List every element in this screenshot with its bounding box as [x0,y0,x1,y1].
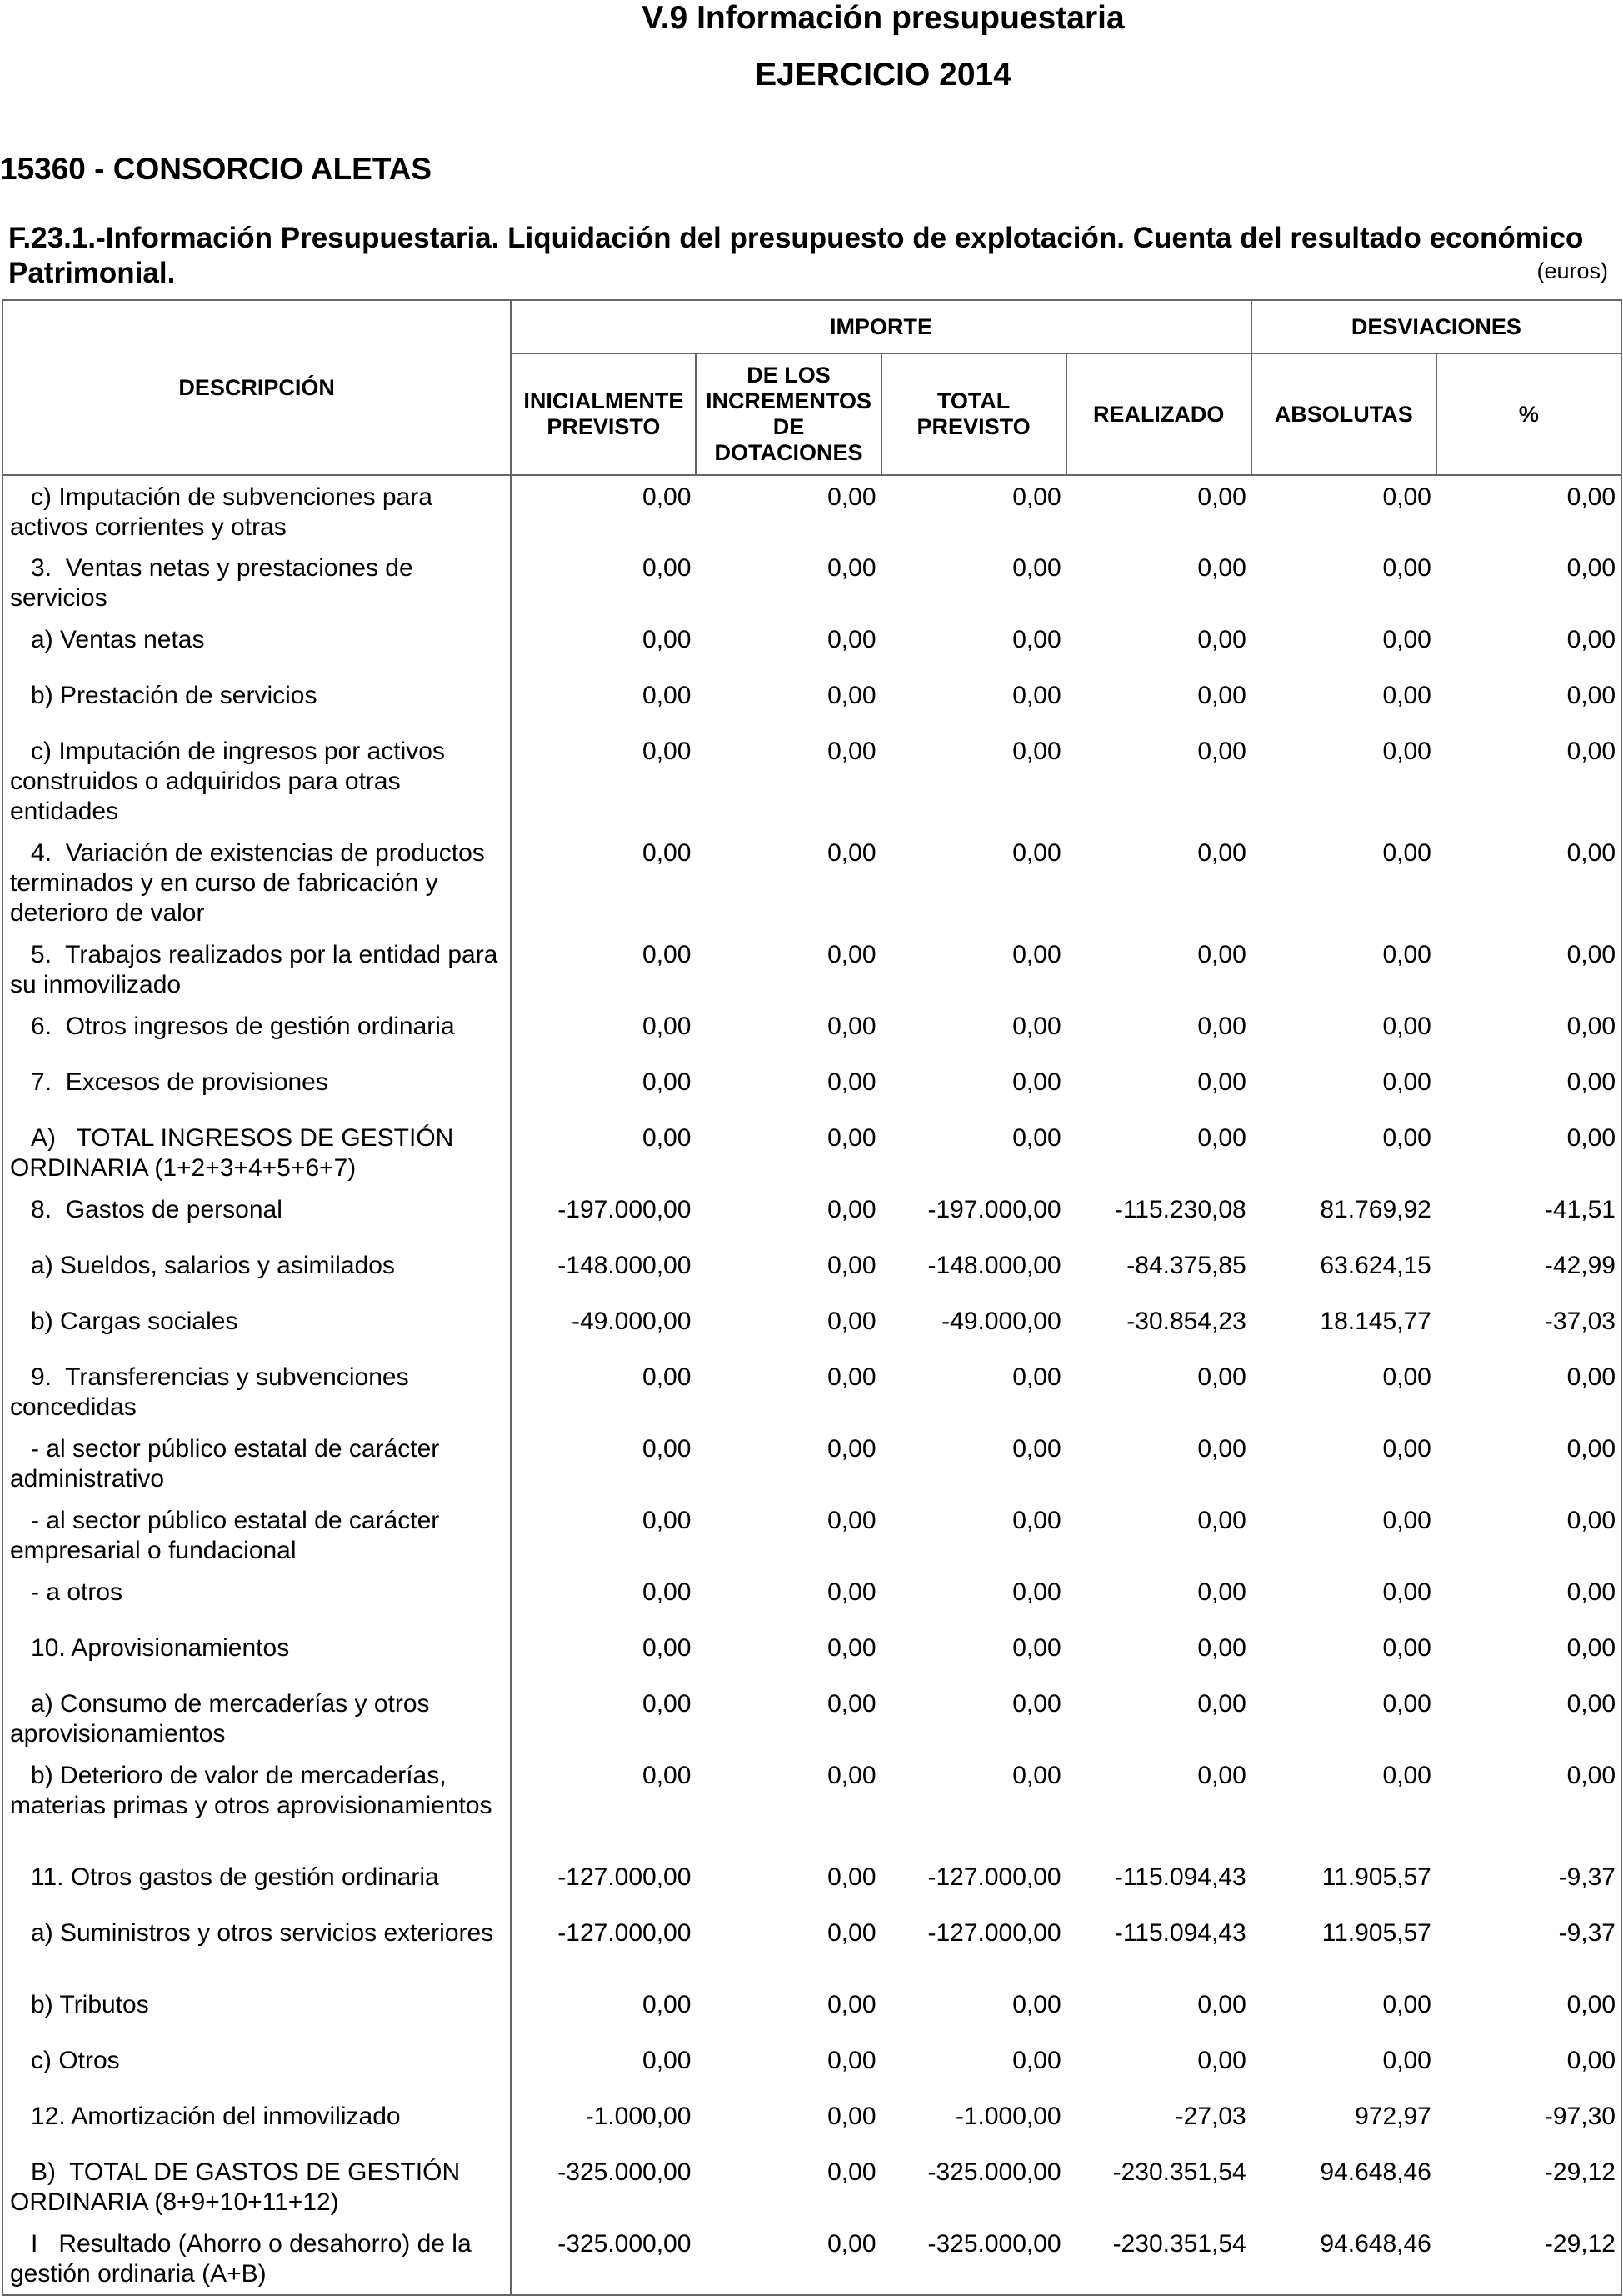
cell-porcentaje: 0,00 [1436,1061,1621,1117]
table-row [2,2095,1621,2151]
cell-inicialmente-previsto: 0,00 [642,1578,692,1606]
section-title: F.23.1.-Información Presupuestaria. Liquidación del presupuesto de explotación. Cuenta del resultado económico Patrimonial. [8,222,1584,289]
cell-absolutas: 0,00 [1382,1435,1431,1463]
table-row [2,475,1621,547]
header-realizado: REALIZADO [1066,353,1251,475]
cell-incrementos: 0,00 [827,1013,876,1040]
table-row [2,1117,1621,1188]
table-row [2,832,1621,933]
cell-incrementos: 0,00 [827,1690,876,1718]
row-description: c) Otros [2,2039,511,2095]
cell-porcentaje: 0,00 [1436,2039,1621,2095]
cell-total-previsto: 0,00 [1012,483,1061,511]
cell-realizado: 0,00 [1197,1124,1246,1152]
row-description: a) Consumo de mercaderías y otros aprovisionamientos [2,1683,511,1754]
cell-porcentaje: -29,12 [1436,2223,1621,2295]
cell-realizado: 0,00 [1197,1762,1246,1789]
cell-incrementos: 0,00 [827,1578,876,1606]
cell-total-previsto: -49.000,00 [941,1308,1061,1335]
cell-absolutas: 0,00 [1382,1363,1431,1391]
header-desviaciones: DESVIACIONES [1251,300,1621,353]
row-description: b) Deterioro de valor de mercaderías, materias primas y otros aprovisionamientos [2,1754,511,1856]
cell-absolutas: 94.648,46 [1320,2158,1431,2186]
cell-porcentaje: 0,00 [1436,832,1621,933]
cell-total-previsto: -127.000,00 [927,1863,1061,1891]
cell-total-previsto: -325.000,00 [927,2158,1061,2186]
units-label: (euros) [1536,258,1608,283]
cell-total-previsto: 0,00 [1012,1690,1061,1718]
cell-porcentaje: -42,99 [1436,1244,1621,1300]
cell-inicialmente-previsto: 0,00 [642,1507,692,1534]
cell-absolutas: 0,00 [1382,738,1431,765]
cell-realizado: -115.094,43 [1114,1919,1246,1947]
cell-absolutas: 63.624,15 [1320,1252,1431,1279]
cell-porcentaje: 0,00 [1436,1428,1621,1499]
cell-incrementos: 0,00 [827,1634,876,1662]
row-description: 8. Gastos de personal [2,1188,511,1244]
table-row [2,730,1621,832]
cell-total-previsto: -325.000,00 [881,2223,1066,2295]
cell-incrementos: 0,00 [827,1363,876,1391]
cell-realizado: 0,00 [1197,554,1246,582]
cell-absolutas: 0,00 [1382,1762,1431,1789]
cell-total-previsto: 0,00 [1012,1435,1061,1463]
cell-total-previsto: -148.000,00 [927,1252,1061,1279]
cell-realizado: 0,00 [1197,2047,1246,2074]
cell-inicialmente-previsto: 0,00 [642,554,692,582]
cell-realizado: -115.094,43 [1114,1863,1246,1891]
row-description: b) Tributos [2,1983,511,2039]
table-row [2,1983,1621,2039]
cell-realizado: -230.351,54 [1066,2223,1251,2295]
cell-absolutas: 18.145,77 [1320,1308,1431,1335]
table-row [2,933,1621,1005]
cell-absolutas: 0,00 [1382,839,1431,867]
cell-inicialmente-previsto: 0,00 [642,1068,692,1096]
cell-incrementos: 0,00 [827,1196,876,1223]
cell-total-previsto: 0,00 [1012,1507,1061,1534]
cell-porcentaje: 0,00 [1436,1499,1621,1571]
table-row [2,1428,1621,1499]
cell-incrementos: 0,00 [827,738,876,765]
cell-total-previsto: 0,00 [1012,1634,1061,1662]
cell-total-previsto: -197.000,00 [927,1196,1061,1223]
cell-incrementos: 0,00 [827,1762,876,1789]
cell-porcentaje: 0,00 [1436,475,1621,547]
cell-absolutas: 972,97 [1355,2103,1431,2130]
table-row [2,1356,1621,1428]
cell-incrementos: 0,00 [827,483,876,511]
cell-absolutas: 0,00 [1382,2047,1431,2074]
cell-porcentaje: 0,00 [1436,1683,1621,1754]
cell-incrementos: 0,00 [827,1991,876,2018]
cell-absolutas: 0,00 [1382,682,1431,709]
cell-porcentaje: 0,00 [1436,730,1621,832]
row-description: b) Prestación de servicios [2,674,511,730]
cell-inicialmente-previsto: 0,00 [642,626,692,653]
cell-inicialmente-previsto: 0,00 [642,1013,692,1040]
cell-realizado: 0,00 [1197,483,1246,511]
table-row [2,1244,1621,1300]
page-title: V.9 Información presupuestaria [642,0,1125,36]
cell-total-previsto: 0,00 [1012,682,1061,709]
table-row [2,1188,1621,1244]
cell-incrementos: 0,00 [827,839,876,867]
cell-absolutas: 0,00 [1382,1578,1431,1606]
table-row [2,2223,1621,2295]
cell-absolutas: 0,00 [1382,1690,1431,1718]
header-absolutas: ABSOLUTAS [1251,353,1436,475]
cell-porcentaje: -29,12 [1436,2151,1621,2223]
budget-table [2,299,1622,2296]
cell-realizado: 0,00 [1197,1068,1246,1096]
header-inicialmente-previsto: INICIALMENTE PREVISTO [511,353,696,475]
cell-inicialmente-previsto: 0,00 [642,682,692,709]
row-description: I Resultado (Ahorro o desahorro) de la gestión ordinaria (A+B) [2,2223,511,2295]
cell-total-previsto: 0,00 [1012,1363,1061,1391]
cell-incrementos: 0,00 [696,2223,881,2295]
row-description: 12. Amortización del inmovilizado [2,2095,511,2151]
row-description: c) Imputación de subvenciones para activos corrientes y otras [2,475,511,547]
cell-porcentaje: 0,00 [1436,933,1621,1005]
cell-incrementos: 0,00 [827,1068,876,1096]
table-row [2,1683,1621,1754]
row-description: B) TOTAL DE GASTOS DE GESTIÓN ORDINARIA (8+9+10+11+12) [2,2151,511,2223]
row-description: a) Suministros y otros servicios exteriores [2,1912,511,1983]
cell-absolutas: 81.769,92 [1320,1196,1431,1223]
cell-realizado: 0,00 [1197,1435,1246,1463]
table-body [2,475,1621,2295]
cell-inicialmente-previsto: 0,00 [642,1634,692,1662]
cell-absolutas: 0,00 [1382,554,1431,582]
cell-inicialmente-previsto: 0,00 [642,1435,692,1463]
cell-realizado: 0,00 [1197,682,1246,709]
table-row [2,1856,1621,1912]
cell-incrementos: 0,00 [827,1507,876,1534]
row-description: a) Ventas netas [2,618,511,674]
cell-realizado: 0,00 [1197,839,1246,867]
cell-realizado: 0,00 [1197,1013,1246,1040]
row-description: 9. Transferencias y subvenciones concedidas [2,1356,511,1428]
row-description: 10. Aprovisionamientos [2,1627,511,1683]
cell-inicialmente-previsto: -127.000,00 [557,1919,692,1947]
header-importe: IMPORTE [511,300,1251,353]
table-row [2,1754,1621,1856]
cell-incrementos: 0,00 [827,554,876,582]
cell-inicialmente-previsto: -325.000,00 [511,2223,696,2295]
cell-inicialmente-previsto: 0,00 [642,483,692,511]
cell-porcentaje: -37,03 [1436,1300,1621,1356]
cell-inicialmente-previsto: 0,00 [642,1363,692,1391]
row-description: 11. Otros gastos de gestión ordinaria [2,1856,511,1912]
row-description: 5. Trabajos realizados por la entidad para su inmovilizado [2,933,511,1005]
table-row [2,1499,1621,1571]
cell-inicialmente-previsto: 0,00 [642,839,692,867]
cell-realizado: -30.854,23 [1126,1308,1246,1335]
cell-realizado: -230.351,54 [1112,2158,1246,2186]
cell-absolutas: 0,00 [1382,1124,1431,1152]
cell-porcentaje: -97,30 [1436,2095,1621,2151]
cell-porcentaje: -9,37 [1436,1856,1621,1912]
cell-inicialmente-previsto: 0,00 [642,1762,692,1789]
cell-porcentaje: 0,00 [1436,1983,1621,2039]
header-incrementos-dotaciones: DE LOS INCREMENTOS DE DOTACIONES [696,353,881,475]
cell-inicialmente-previsto: -49.000,00 [571,1308,692,1335]
exercise-year: EJERCICIO 2014 [755,57,1011,93]
table-row [2,1627,1621,1683]
cell-incrementos: 0,00 [827,1308,876,1335]
cell-absolutas: 0,00 [1382,941,1431,968]
cell-porcentaje: 0,00 [1436,1356,1621,1428]
cell-inicialmente-previsto: -197.000,00 [557,1196,692,1223]
cell-total-previsto: 0,00 [1012,626,1061,653]
cell-incrementos: 0,00 [827,2103,876,2130]
cell-porcentaje: 0,00 [1436,1627,1621,1683]
table-row [2,1061,1621,1117]
cell-realizado: 0,00 [1197,738,1246,765]
cell-inicialmente-previsto: 0,00 [642,941,692,968]
cell-absolutas: 0,00 [1382,1634,1431,1662]
row-description: 3. Ventas netas y prestaciones de servicios [2,547,511,618]
cell-incrementos: 0,00 [827,1252,876,1279]
table-row [2,2039,1621,2095]
cell-incrementos: 0,00 [827,2047,876,2074]
cell-total-previsto: 0,00 [1012,1578,1061,1606]
table-row [2,547,1621,618]
cell-total-previsto: 0,00 [1012,1068,1061,1096]
cell-total-previsto: 0,00 [1012,839,1061,867]
cell-absolutas: 0,00 [1382,626,1431,653]
table-row [2,1300,1621,1356]
row-description: - al sector público estatal de carácter administrativo [2,1428,511,1499]
cell-realizado: 0,00 [1197,941,1246,968]
cell-inicialmente-previsto: -148.000,00 [557,1252,692,1279]
row-description: - a otros [2,1571,511,1627]
table-row [2,618,1621,674]
row-description: 6. Otros ingresos de gestión ordinaria [2,1005,511,1061]
cell-inicialmente-previsto: 0,00 [642,1690,692,1718]
cell-absolutas: 0,00 [1382,1013,1431,1040]
cell-inicialmente-previsto: -127.000,00 [557,1863,692,1891]
cell-absolutas: 0,00 [1382,1507,1431,1534]
table-row [2,2151,1621,2223]
cell-incrementos: 0,00 [827,1863,876,1891]
table-row [2,1005,1621,1061]
cell-total-previsto: 0,00 [1012,554,1061,582]
cell-inicialmente-previsto: 0,00 [642,738,692,765]
cell-total-previsto: 0,00 [1012,1124,1061,1152]
row-description: 4. Variación de existencias de productos terminados y en curso de fabricación y deterioro de valor [2,832,511,933]
table-row [2,1571,1621,1627]
row-description: a) Sueldos, salarios y asimilados [2,1244,511,1300]
cell-absolutas: 11.905,57 [1321,1863,1431,1891]
cell-total-previsto: 0,00 [1012,2047,1061,2074]
cell-total-previsto: 0,00 [1012,738,1061,765]
cell-total-previsto: 0,00 [1012,1991,1061,2018]
cell-incrementos: 0,00 [827,626,876,653]
cell-porcentaje: 0,00 [1436,1117,1621,1188]
cell-realizado: -27,03 [1175,2103,1246,2130]
cell-absolutas: 11.905,57 [1321,1919,1431,1947]
header-descripcion: DESCRIPCIÓN [2,300,511,475]
cell-porcentaje: 0,00 [1436,674,1621,730]
cell-absolutas: 94.648,46 [1251,2223,1436,2295]
cell-realizado: 0,00 [1197,1363,1246,1391]
cell-incrementos: 0,00 [827,1919,876,1947]
row-description: b) Cargas sociales [2,1300,511,1356]
cell-inicialmente-previsto: 0,00 [642,1991,692,2018]
cell-porcentaje: 0,00 [1436,1754,1621,1856]
cell-inicialmente-previsto: 0,00 [642,1124,692,1152]
cell-incrementos: 0,00 [827,2158,876,2186]
cell-absolutas: 0,00 [1382,1991,1431,2018]
row-description: c) Imputación de ingresos por activos construidos o adquiridos para otras entidades [2,730,511,832]
cell-realizado: 0,00 [1197,1634,1246,1662]
cell-total-previsto: -1.000,00 [955,2103,1061,2130]
cell-absolutas: 0,00 [1382,1068,1431,1096]
cell-total-previsto: 0,00 [1012,1013,1061,1040]
cell-total-previsto: 0,00 [1012,941,1061,968]
row-description: - al sector público estatal de carácter empresarial o fundacional [2,1499,511,1571]
header-total-previsto: TOTAL PREVISTO [881,353,1066,475]
cell-realizado: 0,00 [1197,1578,1246,1606]
cell-incrementos: 0,00 [827,1435,876,1463]
cell-absolutas: 0,00 [1382,483,1431,511]
cell-porcentaje: 0,00 [1436,618,1621,674]
cell-realizado: 0,00 [1197,626,1246,653]
cell-realizado: 0,00 [1197,1991,1246,2018]
table-row [2,674,1621,730]
cell-porcentaje: 0,00 [1436,1571,1621,1627]
cell-incrementos: 0,00 [827,682,876,709]
cell-incrementos: 0,00 [827,1124,876,1152]
cell-incrementos: 0,00 [827,941,876,968]
header-porcentaje: % [1436,353,1621,475]
cell-total-previsto: 0,00 [1012,1762,1061,1789]
cell-porcentaje: -9,37 [1436,1912,1621,1983]
cell-total-previsto: -127.000,00 [927,1919,1061,1947]
cell-inicialmente-previsto: -1.000,00 [585,2103,692,2130]
cell-realizado: 0,00 [1197,1507,1246,1534]
cell-realizado: -115.230,08 [1114,1196,1246,1223]
cell-inicialmente-previsto: 0,00 [642,2047,692,2074]
cell-porcentaje: 0,00 [1436,1005,1621,1061]
cell-porcentaje: -41,51 [1436,1188,1621,1244]
table-row [2,1912,1621,1983]
row-description: 7. Excesos de provisiones [2,1061,511,1117]
cell-porcentaje: 0,00 [1436,547,1621,618]
entity-name: 15360 - CONSORCIO ALETAS [0,152,432,186]
cell-inicialmente-previsto: -325.000,00 [557,2158,692,2186]
row-description: A) TOTAL INGRESOS DE GESTIÓN ORDINARIA (1+2+3+4+5+6+7) [2,1117,511,1188]
cell-realizado: -84.375,85 [1126,1252,1246,1279]
cell-realizado: 0,00 [1197,1690,1246,1718]
